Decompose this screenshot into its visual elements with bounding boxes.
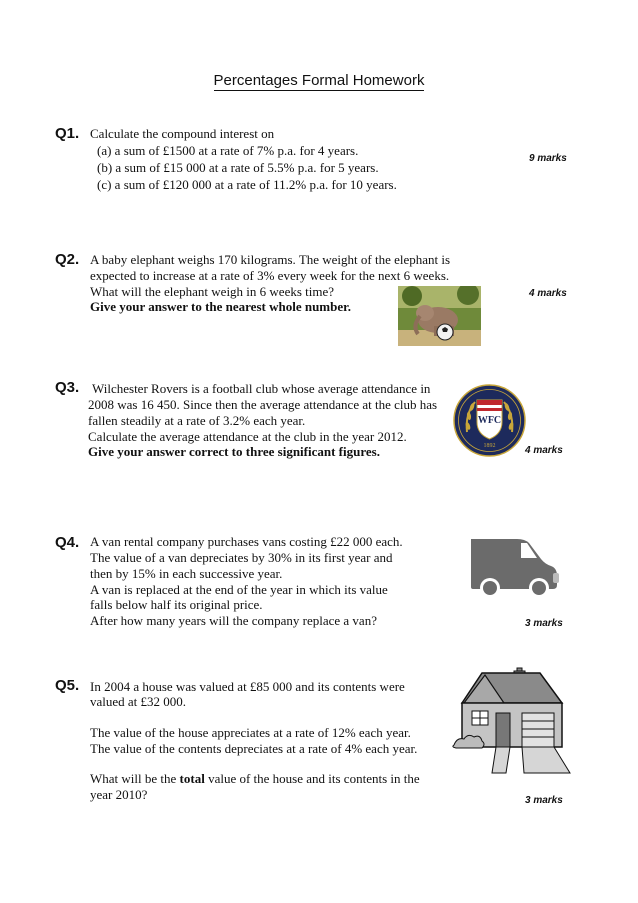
page-title: Percentages Formal Homework xyxy=(213,72,425,89)
q5-line: What will be the total value of the house and its contents in the xyxy=(90,771,420,786)
wfc-club-crest-logo xyxy=(453,384,526,457)
q4-line: A van rental company purchases vans costing £22 000 each. xyxy=(90,534,403,549)
q2-line-bold: Give your answer to the nearest whole number. xyxy=(90,299,351,314)
q3-marks: 4 marks xyxy=(525,445,563,456)
q2-line: expected to increase at a rate of 3% every week for the next 6 weeks. xyxy=(90,268,450,283)
q1-line: (b) a sum of £15 000 at a rate of 5.5% p.a. for 5 years. xyxy=(97,160,379,175)
q4-line: A van is replaced at the end of the year in which its value xyxy=(90,582,388,597)
baby-elephant-photo xyxy=(398,286,481,346)
q3-line: Wilchester Rovers is a football club whose average attendance in xyxy=(92,381,431,396)
q1-line: Calculate the compound interest on xyxy=(90,126,275,141)
q3-line: 2008 was 16 450. Since then the average attendance at the club has xyxy=(88,397,438,412)
q1-line: (a) a sum of £1500 at a rate of 7% p.a. for 4 years. xyxy=(97,143,359,158)
q4-line: The value of a van depreciates by 30% in its first year and xyxy=(90,550,393,565)
q1-line: (c) a sum of £120 000 at a rate of 11.2% p.a. for 10 years. xyxy=(97,177,397,192)
q4-line: falls below half its original price. xyxy=(90,597,263,612)
q5-line: The value of the contents depreciates at a rate of 4% each year. xyxy=(90,741,418,756)
question-4-number: Q4. xyxy=(55,534,80,551)
q2-marks: 4 marks xyxy=(529,288,567,299)
q3-line-bold: Give your answer correct to three significant figures. xyxy=(88,444,380,459)
q5-line: valued at £32 000. xyxy=(90,694,187,709)
q2-line: A baby elephant weighs 170 kilograms. The weight of the elephant is xyxy=(90,252,451,267)
question-1-number: Q1. xyxy=(55,125,80,142)
q5-line: year 2010? xyxy=(90,787,148,802)
question-5-number: Q5. xyxy=(55,677,80,694)
q4-marks: 3 marks xyxy=(525,618,563,629)
q3-line: fallen steadily at a rate of 3.2% each year. xyxy=(88,413,306,428)
q4-line: After how many years will the company replace a van? xyxy=(90,613,377,628)
house-clipart xyxy=(452,665,572,777)
q4-line: then by 15% in each successive year. xyxy=(90,566,283,581)
crest-year: 1892 xyxy=(483,443,496,449)
question-2-number: Q2. xyxy=(55,251,80,268)
question-3-number: Q3. xyxy=(55,379,80,396)
crest-letters: WFC xyxy=(477,415,502,426)
q5-line: The value of the house appreciates at a rate of 12% each year. xyxy=(90,725,411,740)
q3-line: Calculate the average attendance at the club in the year 2012. xyxy=(88,429,407,444)
q5-marks: 3 marks xyxy=(525,795,563,806)
q5-line: In 2004 a house was valued at £85 000 and its contents were xyxy=(90,679,405,694)
q1-marks: 9 marks xyxy=(529,153,567,164)
van-icon xyxy=(469,533,559,601)
q2-line: What will the elephant weigh in 6 weeks time? xyxy=(90,284,335,299)
